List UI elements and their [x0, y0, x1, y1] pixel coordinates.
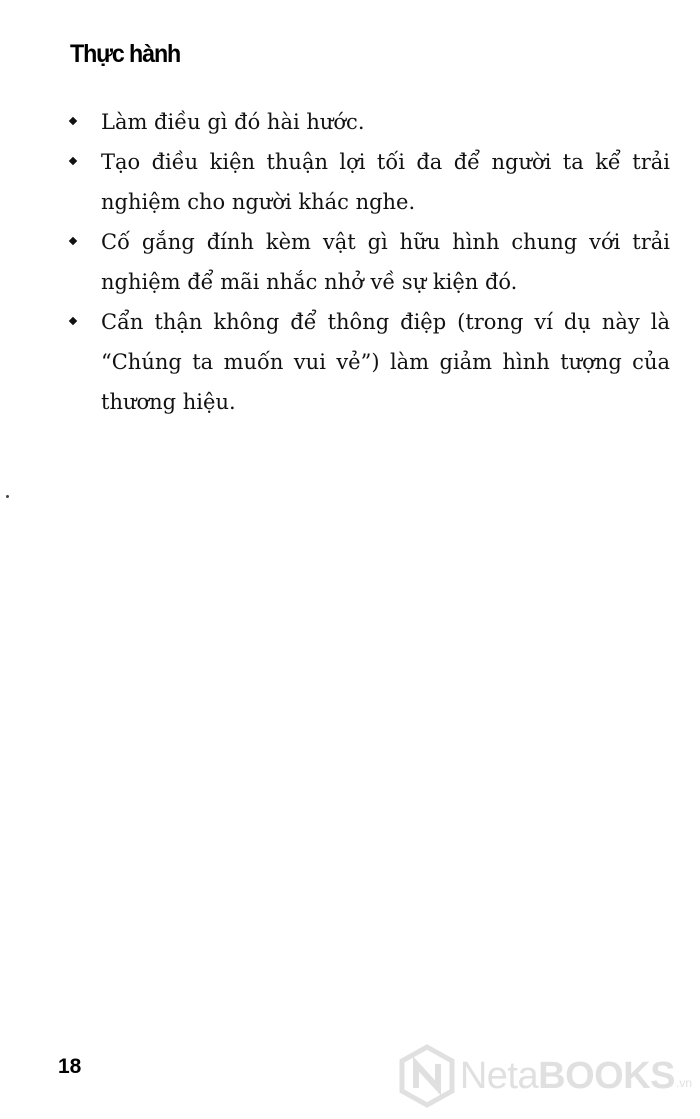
- list-item: [70, 222, 670, 302]
- list-item: [70, 142, 670, 222]
- list-item-text: Cẩn thận không để thông điệp (trong ví dụ này là “Chúng ta muốn vui vẻ”) làm giảm hình tượng của thương hiệu.: [101, 310, 670, 414]
- list-item-text: Cố gắng đính kèm vật gì hữu hình chung với trải nghiệm để mãi nhắc nhở về sự kiện đó.: [101, 230, 670, 294]
- netabooks-watermark: [398, 1044, 692, 1108]
- watermark-brand-bold: BOOKS: [538, 1054, 675, 1097]
- section-heading: Thực hành: [70, 40, 181, 68]
- list-item: [70, 302, 670, 422]
- watermark-suffix: .vn: [675, 1076, 692, 1090]
- list-item: [70, 102, 670, 142]
- list-item-text: Tạo điều kiện thuận lợi tối đa để người ta kể trải nghiệm cho người khác nghe.: [101, 150, 670, 214]
- diamond-bullet-icon: [69, 157, 77, 165]
- scan-speck: [6, 495, 9, 498]
- diamond-bullet-icon: [69, 237, 77, 245]
- diamond-bullet-icon: [69, 117, 77, 125]
- watermark-brand-light: Neta: [459, 1054, 539, 1097]
- practice-list: [70, 102, 670, 422]
- page-number: 18: [58, 1055, 82, 1078]
- diamond-bullet-icon: [69, 317, 77, 325]
- watermark-brand: [460, 1055, 675, 1098]
- list-item-text: Làm điều gì đó hài hước.: [101, 110, 365, 134]
- netabooks-logo-icon: [398, 1044, 456, 1108]
